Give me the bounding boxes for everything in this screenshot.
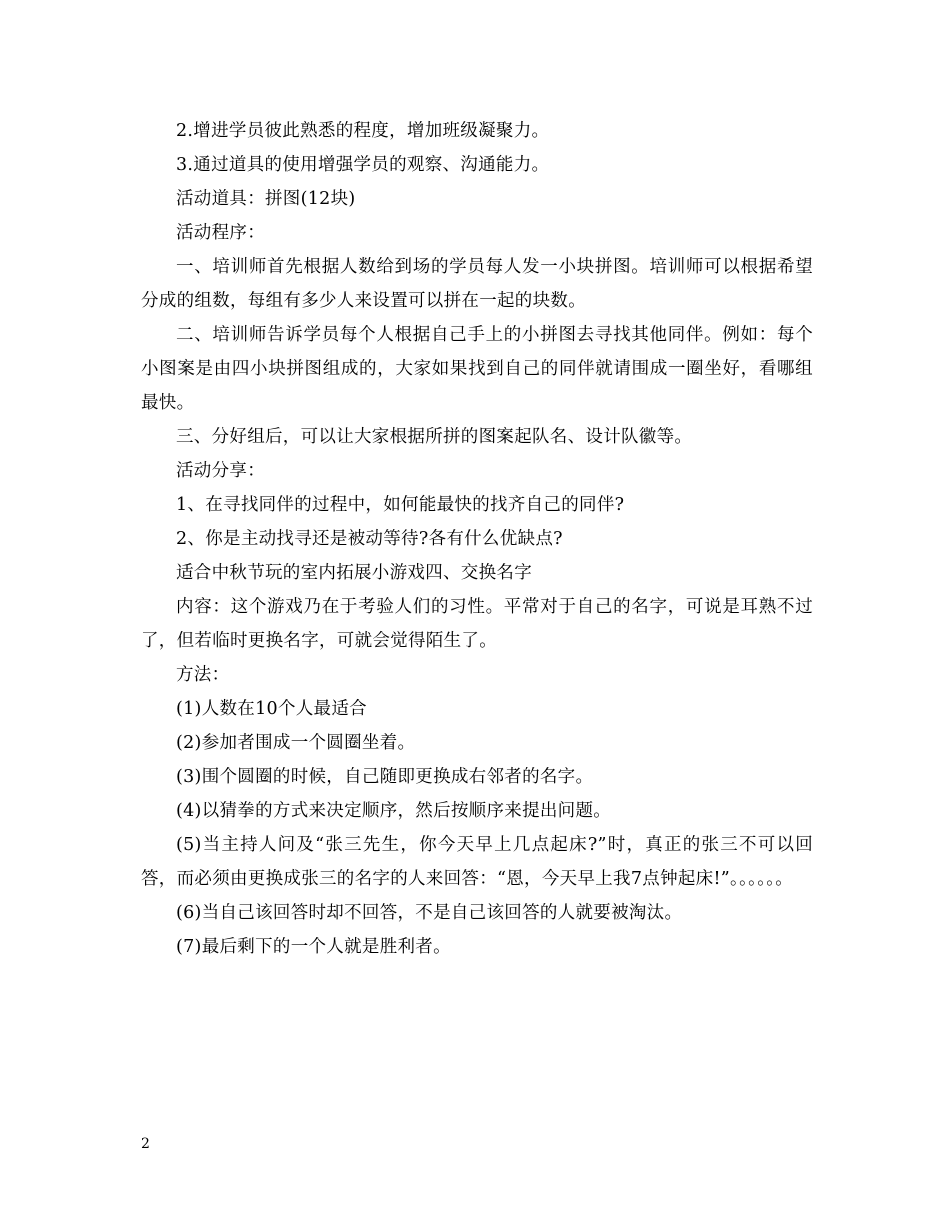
paragraph-procedure-heading: 活动程序： bbox=[176, 223, 265, 243]
paragraph-method-1: (1)人数在10个人最适合 bbox=[176, 699, 367, 719]
paragraph-method-3: (3)围个圆圈的时候，自己随即更换成右邻者的名字。 bbox=[176, 767, 594, 787]
paragraph-procedure-step-3: 三、分好组后，可以让大家根据所拼的图案起队名、设计队徽等。 bbox=[176, 427, 693, 447]
paragraph-game-title: 适合中秋节玩的室内拓展小游戏四、交换名字 bbox=[176, 563, 532, 583]
page-number: 2 bbox=[141, 1136, 150, 1152]
paragraph-method-6: (6)当自己该回答时却不回答，不是自己该回答的人就要被淘汰。 bbox=[176, 903, 683, 923]
paragraph-goal-3: 3.通过道具的使用增强学员的观察、沟通能力。 bbox=[176, 155, 550, 175]
paragraph-sharing-question-1: 1、在寻找同伴的过程中，如何能最快的找齐自己的同伴? bbox=[176, 495, 625, 515]
paragraph-procedure-step-2: 二、培训师告诉学员每个人根据自己手上的小拼图去寻找其他同伴。例如：每个小图案是由四小块拼图组成的，大家如果找到自己的同伴就请围成一圈坐好，看哪组最快。 bbox=[141, 325, 813, 413]
paragraph-game-content: 内容：这个游戏乃在于考验人们的习性。平常对于自己的名字，可说是耳熟不过了，但若临时更换名字，可就会觉得陌生了。 bbox=[141, 597, 813, 651]
paragraph-method-5: (5)当主持人问及“张三先生，你今天早上几点起床?”时，真正的张三不可以回答，而必须由更换成张三的名字的人来回答：“恩，今天早上我7点钟起床!”。。。。。。 bbox=[141, 835, 813, 889]
paragraph-procedure-step-1: 一、培训师首先根据人数给到场的学员每人发一小块拼图。培训师可以根据希望分成的组数，每组有多少人来设置可以拼在一起的块数。 bbox=[141, 257, 813, 311]
paragraph-goal-2: 2.增进学员彼此熟悉的程度，增加班级凝聚力。 bbox=[176, 121, 550, 141]
paragraph-sharing-question-2: 2、你是主动找寻还是被动等待?各有什么优缺点? bbox=[176, 529, 563, 549]
paragraph-props: 活动道具：拼图(12块) bbox=[176, 189, 356, 209]
paragraph-method-7: (7)最后剩下的一个人就是胜利者。 bbox=[176, 937, 451, 957]
paragraph-sharing-heading: 活动分享： bbox=[176, 461, 265, 481]
paragraph-method-heading: 方法： bbox=[176, 665, 230, 685]
page-body bbox=[141, 114, 813, 964]
paragraph-method-4: (4)以猜拳的方式来决定顺序，然后按顺序来提出问题。 bbox=[176, 801, 612, 821]
paragraph-method-2: (2)参加者围成一个圆圈坐着。 bbox=[176, 733, 416, 753]
